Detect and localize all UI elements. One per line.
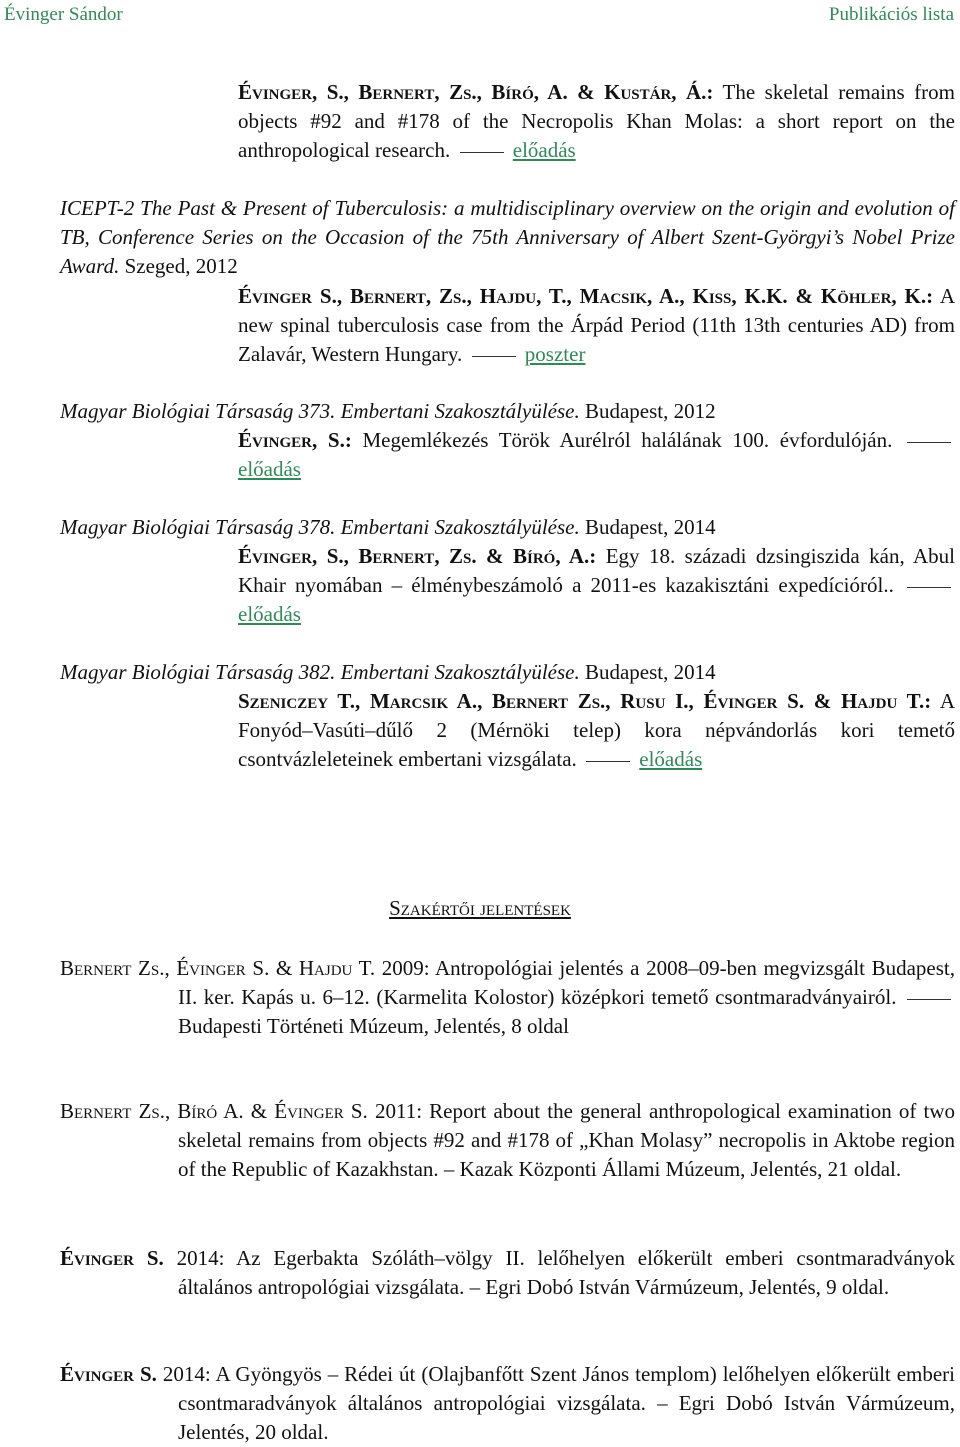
venue-place: Szeged, 2012 — [124, 254, 238, 278]
venue-name: Magyar Biológiai Társaság 382. Embertani Szakosztályülése. — [60, 660, 580, 684]
report-authors: Bernert Zs., Évinger S. & Hajdu T. — [60, 956, 376, 980]
dash-separator — [907, 442, 951, 443]
entry-authors: Évinger, S.: — [238, 428, 352, 452]
report-tail: Jelentés, 20 oldal. — [178, 1420, 329, 1444]
publication-entry — [238, 78, 955, 165]
conference-venue — [60, 513, 955, 542]
entry-text: A new spinal tuberculosis case from the Árpád Period (11th 13th centuries AD) from Zalavár, Western Hungary. — [238, 284, 955, 366]
entry-text: A Fonyód–Vasúti–dűlő 2 (Mérnöki telep) kora népvándorlás kori temető csontvázleleteinek embertani vizsgálata. — [238, 689, 955, 771]
venue-name: Magyar Biológiai Társaság 373. Embertani Szakosztályülése. — [60, 399, 580, 423]
conference-venue — [60, 658, 955, 687]
report-entry — [60, 1360, 955, 1447]
dash-separator — [907, 587, 951, 588]
conference-venue — [60, 194, 955, 281]
report-entry — [60, 954, 955, 1041]
report-entry — [60, 1097, 955, 1184]
venue-place: Budapest, 2014 — [584, 515, 716, 539]
report-tail: Budapesti Történeti Múzeum, Jelentés, 8 oldal — [178, 1014, 569, 1038]
report-entry — [60, 1244, 955, 1302]
report-text: 2009: Antropológiai jelentés a 2008–09-ben megvizsgált Budapest, II. ker. Kapás u. 6–12. (Karmelita Kolostor) középkori temető csontmaradványairól. — [178, 956, 955, 1009]
entry-authors: Évinger S., Bernert, Zs., Hajdu, T., Macsik, A., Kiss, K.K. & Köhler, K.: — [238, 284, 934, 308]
dash-separator — [472, 356, 516, 357]
entry-text: The skeletal remains from objects #92 and #178 of the Necropolis Khan Molas: a short report on the anthropological research. — [238, 80, 956, 162]
venue-name: Magyar Biológiai Társaság 378. Embertani Szakosztályülése. — [60, 515, 580, 539]
dash-separator — [460, 152, 504, 153]
header-author: Évinger Sándor — [4, 4, 123, 25]
report-tail: Kazak Központi Állami Múzeum, Jelentés, 21 oldal. — [459, 1157, 902, 1181]
publication-entry — [238, 282, 955, 369]
publication-entry — [238, 542, 955, 629]
entry-link[interactable]: előadás — [639, 747, 703, 771]
entry-link[interactable]: előadás — [512, 138, 576, 162]
entry-text: Egy 18. századi dzsingiszida kán, Abul Khair nyomában – élménybeszámoló a 2011-es kazakisztáni expedícióról.. — [238, 544, 956, 597]
entry-text: Megemlékezés Török Aurélról halálának 100. évfordulóján. — [362, 428, 893, 452]
publication-entry — [238, 687, 955, 774]
entry-authors: Szeniczey T., Marcsik A., Bernert Zs., Rusu I., Évinger S. & Hajdu T.: — [238, 689, 932, 713]
venue-name: ICEPT-2 The Past & Present of Tuberculosis: a multidisciplinary overview on the origin and evolution of TB, Conference Series on the Occasion of the 75th Anniversary of Albert Szent-Györgyi’s Nobel Prize Award. — [60, 196, 955, 278]
entry-link[interactable]: előadás — [238, 457, 301, 481]
conference-venue — [60, 397, 955, 426]
publication-entry — [238, 426, 955, 484]
report-text: 2014: A Gyöngyös – Rédei út (Olajbanfőtt Szent János templom) lelőhelyen előkerült emberi csontmaradványok általános antropológiai vizsgálata. – Egri Dobó István Vármúzeum, — [162, 1362, 955, 1415]
report-text: 2014: Az Egerbakta Szóláth–völgy II. lelőhelyen előkerült emberi csontmaradványok általános antropológiai vizsgálata. – Egri Dobó István — [176, 1246, 955, 1299]
report-authors: Évinger S. — [60, 1246, 164, 1270]
venue-place: Budapest, 2012 — [584, 399, 716, 423]
report-text: 2011: Report about the general anthropological examination of two skeletal remains from objects #92 and #178 of „Khan Molasy” necropolis in Aktobe region of the Republic of Kazakhstan. – — [178, 1099, 956, 1181]
report-tail: Vármúzeum, Jelentés, 9 oldal. — [634, 1275, 890, 1299]
entry-link[interactable]: poszter — [524, 342, 586, 366]
entry-link[interactable]: előadás — [238, 602, 301, 626]
header-title: Publikációs lista — [828, 4, 954, 25]
report-authors: Bernert Zs., Bíró A. & Évinger S. — [60, 1099, 368, 1123]
dash-separator — [586, 761, 630, 762]
report-authors: Évinger S. — [60, 1362, 157, 1386]
dash-separator — [907, 999, 951, 1000]
venue-place: Budapest, 2014 — [584, 660, 716, 684]
section-title: Szakértői jelentések — [389, 896, 571, 920]
entry-authors: Évinger, S., Bernert, Zs., Bíró, A. & Kustár, Á.: — [238, 80, 714, 104]
entry-authors: Évinger, S., Bernert, Zs. & Bíró, A.: — [238, 544, 597, 568]
